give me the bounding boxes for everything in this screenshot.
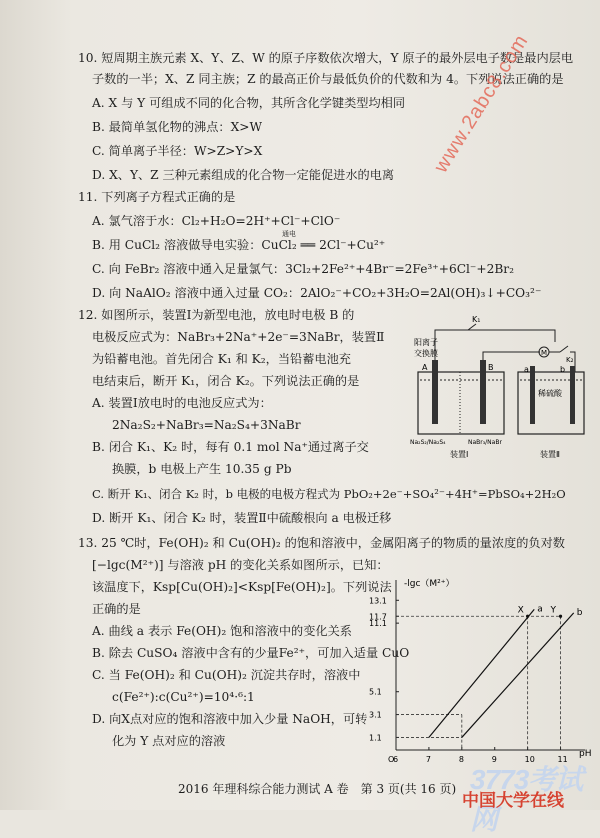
q13-option-a: A. 曲线 a 表示 Fe(OH)₂ 饱和溶液中的变化关系 <box>92 624 352 638</box>
meter-label: M <box>541 349 548 357</box>
q13-option-b: B. 除去 CuSO₄ 溶液中含有的少量Fe²⁺，可加入适量 CuO <box>92 646 410 660</box>
point-label-X: X <box>517 605 524 616</box>
q11-option-d: D. 向 NaAlO₂ 溶液中通入过量 CO₂：2AlO₂⁻+CO₂+3H₂O=2Al(OH)₃↓+CO₃²⁻ <box>92 286 542 300</box>
site-name-watermark: 中国大学在线 <box>462 791 564 810</box>
electrode-b-label: b <box>560 365 566 374</box>
x-tick-label: 8 <box>458 755 464 764</box>
y-tick-label: 1.1 <box>369 733 382 743</box>
k1-label: K₁ <box>472 315 481 324</box>
membrane-label-2: 交换膜 <box>414 349 438 358</box>
electrode-b <box>570 366 575 424</box>
q12-stem-line1: 12. 如图所示，装置Ⅰ为新型电池，放电时电极 B 的 <box>78 308 355 322</box>
q13-stem-line3: 该温度下，Ksp[Cu(OH)₂]<Ksp[Fe(OH)₂]。下列说法 <box>92 580 392 594</box>
left-electrolyte-label: Na₂S₂/Na₂S₄ <box>410 439 446 446</box>
q10-stem-line1: 10. 短周期主族元素 X、Y、Z、W 的原子序数依次增大，Y 原子的最外层电子数是最内层电 <box>78 51 574 65</box>
q10-option-a: A. X 与 Y 可组成不同的化合物，其所含化学键类型均相同 <box>92 96 406 110</box>
series-label-b: b <box>576 607 583 618</box>
q10-option-b: B. 最简单氢化物的沸点：X>W <box>92 120 262 134</box>
y-tick-label: 11.7 <box>369 612 387 622</box>
x-tick-label: 11 <box>557 755 568 764</box>
q12-option-b-line2: 换膜，b 电极上产生 10.35 g Pb <box>112 462 292 476</box>
origin-label: O <box>388 755 395 764</box>
x-tick-label: 10 <box>524 755 535 764</box>
q10-stem-line2: 子数的一半；X、Z 同主族；Z 的最高正价与最低负价的代数和为 4。下列说法正确的是 <box>92 72 564 86</box>
q13-option-c-line2: c(Fe²⁺):c(Cu²⁺)=10⁴·⁶:1 <box>112 690 255 704</box>
electrochemical-apparatus-figure <box>410 312 590 462</box>
circuit-wire-top <box>435 330 555 372</box>
q10-option-d: D. X、Y、Z 三种元素组成的化合物一定能促进水的电离 <box>92 168 395 182</box>
q12-stem-line4: 电结束后，断开 K₁，闭合 K₂。下列说法正确的是 <box>92 374 360 388</box>
right-electrolyte-label: NaBr₃/NaBr <box>468 439 502 446</box>
q13-option-d-line1: D. 向X点对应的饱和溶液中加入少量 NaOH，可转 <box>92 712 368 726</box>
q12-option-b-line1: B. 闭合 K₁、K₂ 时，每有 0.1 mol Na⁺通过离子交 <box>92 440 369 454</box>
circuit-wire-middle <box>483 352 540 360</box>
q13-option-c-line1: C. 当 Fe(OH)₂ 和 Cu(OH)₂ 沉淀共存时，溶液中 <box>92 668 361 682</box>
beaker-1 <box>418 372 504 434</box>
device-1-label: 装置Ⅰ <box>450 450 469 459</box>
point-label-Y: Y <box>550 605 557 616</box>
electrode-A-label: A <box>422 363 428 372</box>
q13-stem-line2: [−lgc(M²⁺)] 与溶液 pH 的变化关系如图所示，已知： <box>92 558 389 572</box>
x-axis-label: pH <box>579 749 592 759</box>
y-tick-label: 5.1 <box>369 687 382 697</box>
x-tick-label: 7 <box>425 755 432 764</box>
electrode-a <box>530 366 535 424</box>
x-tick-label: 9 <box>491 755 497 764</box>
x-tick-label: 6 <box>393 755 399 764</box>
q11-stem: 11. 下列离子方程式正确的是 <box>78 190 236 204</box>
device-2-label: 装置Ⅱ <box>540 450 560 459</box>
electrode-B-label: B <box>488 363 494 372</box>
point-Y <box>559 615 562 618</box>
site-logo-watermark: 3773考试网 <box>470 764 583 835</box>
q12-option-a-line1: A. 装置Ⅰ放电时的电池反应式为： <box>92 396 272 410</box>
electrode-A <box>432 360 438 424</box>
q13-stem-line1: 13. 25 ℃时，Fe(OH)₂ 和 Cu(OH)₂ 的饱和溶液中，金属阳离子的物质的量浓度的负对数 <box>78 536 565 550</box>
q12-stem-line2: 电极反应式为：NaBr₃+2Na⁺+2e⁻=3NaBr，装置Ⅱ <box>92 330 385 344</box>
acid-label: 稀硫酸 <box>538 389 562 398</box>
q12-option-d: D. 断开 K₁、闭合 K₂ 时，装置Ⅱ中硫酸根向 a 电极迁移 <box>92 511 392 525</box>
series-line-a <box>429 609 534 737</box>
page-footer: 2016 年理科综合能力测试 A 卷 第 3 页(共 16 页) <box>178 782 457 796</box>
q11-option-a: A. 氯气溶于水：Cl₂+H₂O=2H⁺+Cl⁻+ClO⁻ <box>92 214 341 228</box>
q13-option-d-line2: 化为 Y 点对应的溶液 <box>112 734 226 748</box>
q11-option-c: C. 向 FeBr₂ 溶液中通入足量氯气：3Cl₂+2Fe²⁺+4Br⁻=2Fe³⁺+6Cl⁻+2Br₂ <box>92 262 514 276</box>
q12-option-a-line2: 2Na₂S₂+NaBr₃=Na₂S₄+3NaBr <box>112 418 301 432</box>
y-tick-label: 13.1 <box>369 596 387 606</box>
k1-switch-icon <box>468 324 476 330</box>
solubility-chart <box>362 572 592 772</box>
y-tick-label: 3.1 <box>369 710 382 720</box>
point-X <box>526 615 529 618</box>
y-axis-label: -lgc（M²⁺） <box>404 579 455 589</box>
series-label-a: a <box>537 604 543 615</box>
series-line-b <box>462 613 574 738</box>
q13-stem-line4: 正确的是 <box>92 602 141 616</box>
electrode-B <box>480 360 486 424</box>
q12-option-c: C. 断开 K₁、闭合 K₂ 时，b 电极的电极方程式为 PbO₂+2e⁻+SO₄²⁻+4H⁺=PbSO₄+2H₂O <box>92 487 566 501</box>
q11-option-b: B. 用 CuCl₂ 溶液做导电实验：CuCl₂ ══ 2Cl⁻+Cu²⁺ <box>92 238 386 252</box>
q12-stem-line3: 为铅蓄电池。首先闭合 K₁ 和 K₂，当铅蓄电池充 <box>92 352 351 366</box>
k2-switch-icon <box>560 346 568 352</box>
y-tick-label: 11.1 <box>369 619 387 629</box>
electrode-a-label: a <box>524 365 529 374</box>
membrane-label-1: 阳离子 <box>414 338 438 347</box>
diagonal-watermark: www.2abc8.com <box>430 30 533 177</box>
q10-option-c: C. 简单离子半径：W>Z>Y>X <box>92 144 263 158</box>
q11-electrolysis-label: 通电 <box>282 230 296 238</box>
k2-label: K₂ <box>566 356 574 364</box>
